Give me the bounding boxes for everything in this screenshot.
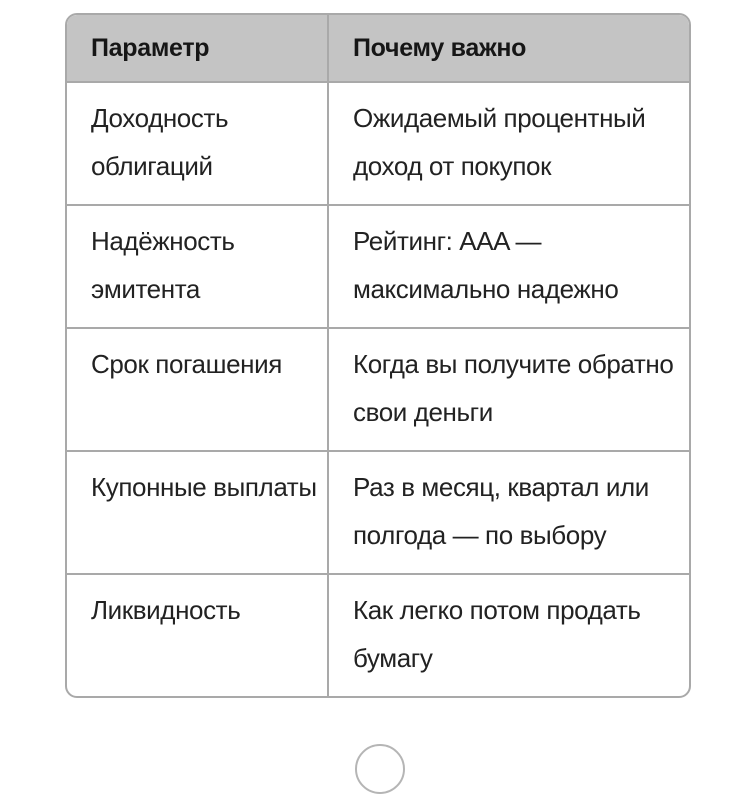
header-why-important: Почему важно (328, 15, 689, 82)
cell-parameter: Ликвидность (67, 574, 328, 696)
bond-parameters-table-container (65, 13, 691, 698)
cell-why: Рейтинг: AAA — максимально надежно (328, 205, 689, 328)
table-row (67, 205, 689, 328)
cell-parameter: Срок погашения (67, 328, 328, 451)
scroll-down-button[interactable] (355, 744, 405, 794)
cell-why: Как легко потом продать бумагу (328, 574, 689, 696)
table-row (67, 328, 689, 451)
table-row (67, 82, 689, 205)
table-row (67, 451, 689, 574)
cell-parameter: Доходность облигаций (91, 103, 229, 181)
cell-why: Ожидаемый процентный доход от покупок (328, 82, 689, 205)
cell-why: Раз в месяц, квартал или полгода — по выбору (328, 451, 689, 574)
cell-parameter: Купонные выплаты (67, 451, 328, 574)
table-row (67, 574, 689, 696)
bond-parameters-table (67, 15, 689, 696)
cell-parameter: Надёжность эмитента (67, 205, 328, 328)
table-header-row (67, 15, 689, 82)
cell-why: Когда вы получите обратно свои деньги (328, 328, 689, 451)
header-parameter: Параметр (67, 15, 328, 82)
